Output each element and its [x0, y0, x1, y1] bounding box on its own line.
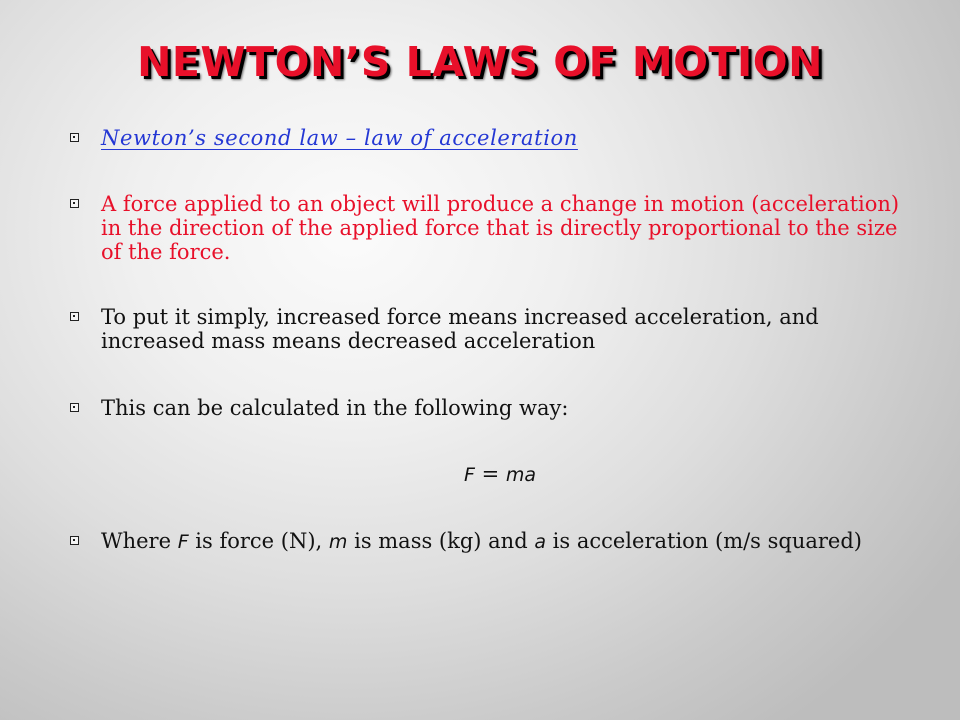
- slide-title: NEWTON’S LAWS OF MOTION: [137, 38, 823, 86]
- law-subtitle[interactable]: Newton’s second law – law of acceleration: [101, 126, 578, 150]
- formula-force-var: F: [463, 464, 475, 486]
- where-prefix: Where: [101, 529, 178, 553]
- where-force-var: F: [177, 531, 189, 553]
- where-accel-var: a: [534, 531, 546, 553]
- square-bullet-icon: [70, 536, 79, 545]
- bullet-where: [70, 529, 920, 554]
- definition-text: A force applied to an object will produce a change in motion (acceleration) in the direction of the applied force that is directly proportional to the size of the force.: [101, 192, 900, 264]
- formula-equals: =: [474, 462, 506, 486]
- bullet-subtitle: [70, 126, 920, 150]
- formula-mass-accel-var: ma: [505, 464, 537, 486]
- formula: [70, 462, 920, 486]
- where-force-text: is force (N),: [188, 529, 329, 553]
- simple-explanation-text: To put it simply, increased force means increased acceleration, and increased mass means decreased acceleration: [101, 305, 819, 353]
- bullet-calculation-intro: [70, 396, 920, 420]
- square-bullet-icon: [70, 199, 79, 208]
- bullet-definition: [70, 192, 920, 264]
- where-mass-var: m: [328, 531, 348, 553]
- square-bullet-icon: [70, 133, 79, 142]
- calculation-intro-text: This can be calculated in the following way:: [101, 396, 569, 420]
- where-mass-text: is mass (kg) and: [347, 529, 535, 553]
- where-accel-text: is acceleration (m/s squared): [545, 529, 862, 553]
- square-bullet-icon: [70, 312, 79, 321]
- square-bullet-icon: [70, 403, 79, 412]
- where-text: [101, 529, 862, 553]
- bullet-simple-explanation: [70, 305, 920, 353]
- bullet-list: [70, 120, 920, 554]
